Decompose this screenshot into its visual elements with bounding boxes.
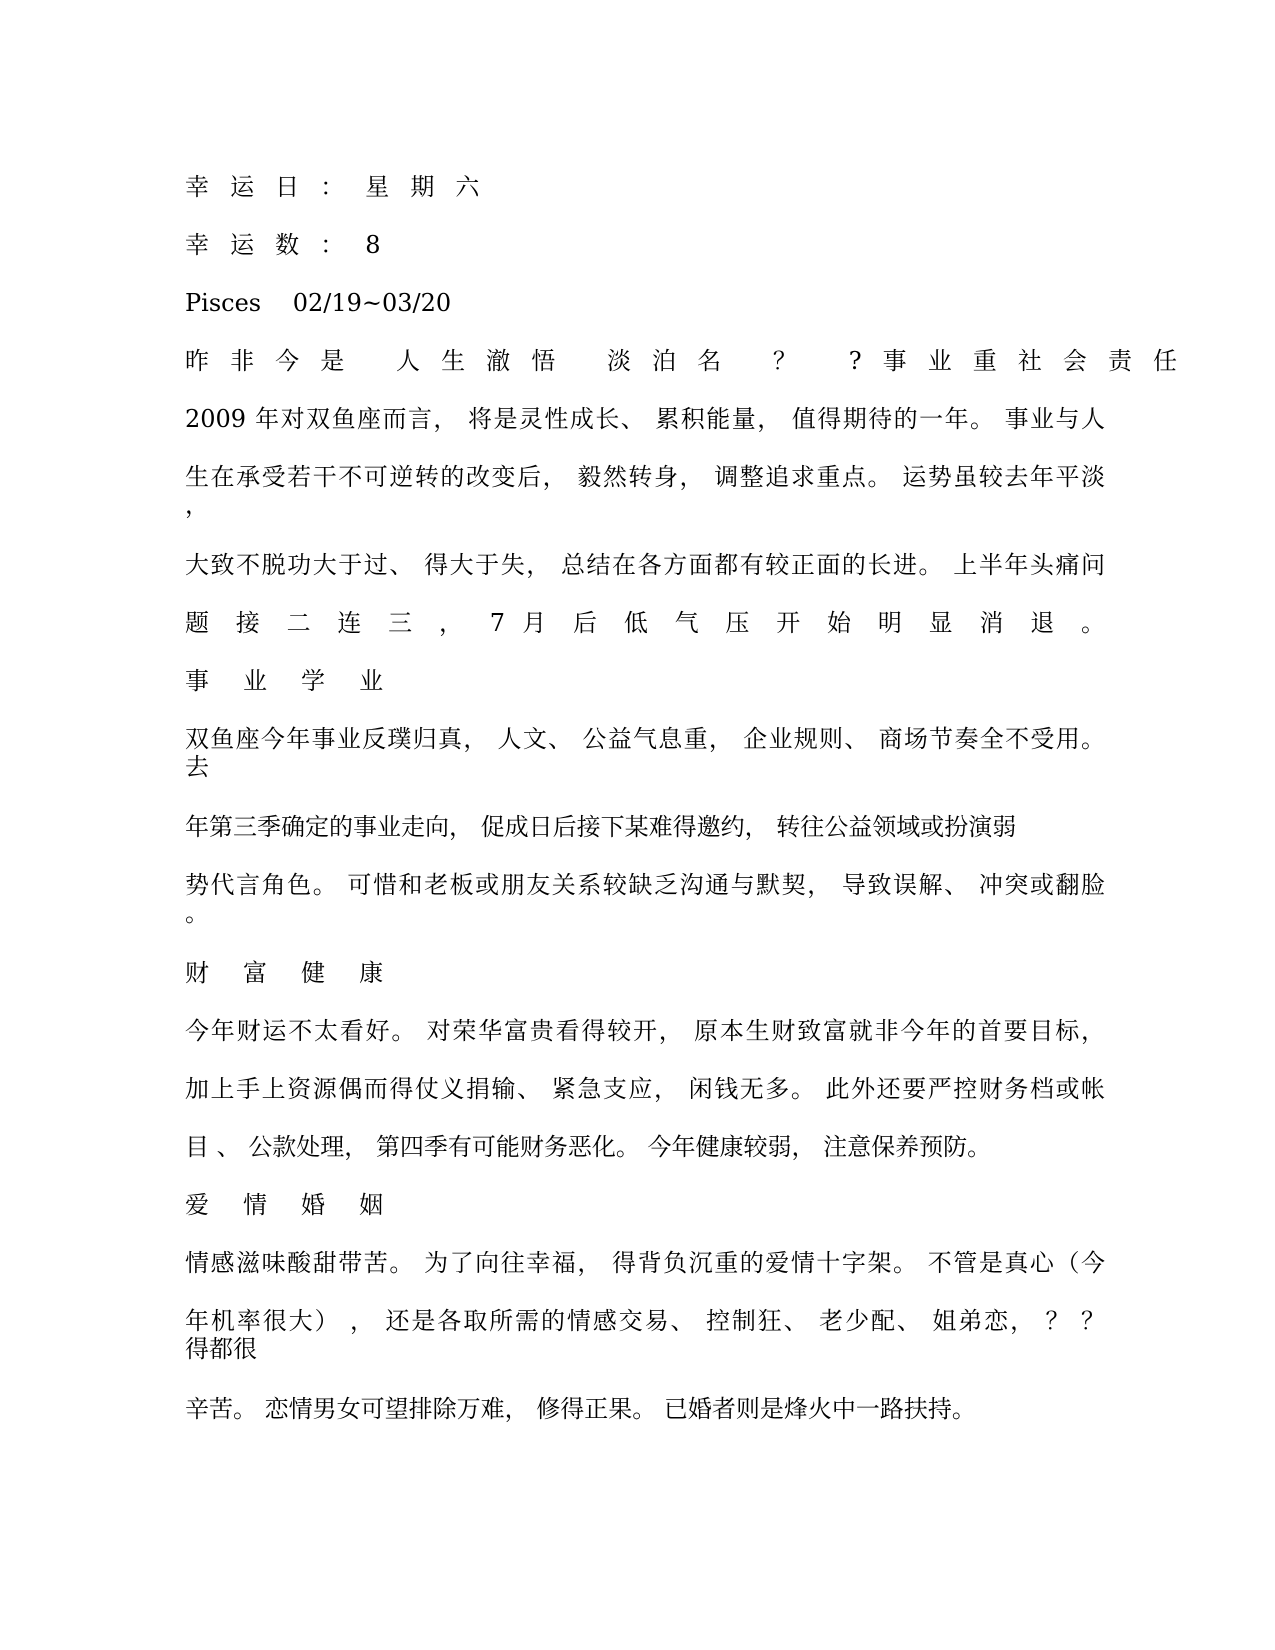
headline: 昨 非 今 是 人 生 澈 悟 淡 泊 名 ？ ? 事 业 重 社 会 责 任 bbox=[185, 347, 1184, 375]
career-line-2: 年第三季确定的事业走向， 促成日后接下某难得邀约， 转往公益领域或扮演弱 bbox=[185, 813, 1017, 841]
intro-line-1: 2009 年对双鱼座而言， 将是灵性成长、 累积能量， 值得期待的一年。 事业与人 bbox=[185, 405, 1105, 433]
wealth-line-1: 今年财运不太看好。 对荣华富贵看得较开， 原本生财致富就非今年的首要目标， bbox=[185, 1017, 1105, 1045]
section-heading-love: 爱 情 婚 姻 bbox=[185, 1191, 397, 1219]
intro-line-2-overflow: ， bbox=[185, 491, 209, 519]
intro-line-2: 生在承受若干不可逆转的改变后， 毅然转身， 调整追求重点。 运势虽较去年平淡 bbox=[185, 463, 1105, 491]
love-line-3: 辛苦。 恋情男女可望排除万难， 修得正果。 已婚者则是烽火中一路扶持。 bbox=[185, 1395, 976, 1423]
sign-date-line: Pisces 02/19~03/20 bbox=[185, 289, 452, 317]
career-line-3: 势代言角色。 可惜和老板或朋友关系较缺乏沟通与默契， 导致误解、 冲突或翻脸 bbox=[185, 871, 1105, 899]
wealth-line-2: 加上手上资源偶而得仗义捐输、 紧急支应， 闲钱无多。 此外还要严控财务档或帐 bbox=[185, 1075, 1105, 1103]
lucky-day-line: 幸 运 日 ： 星 期 六 bbox=[185, 173, 487, 201]
intro-line-4: 题 接 二 连 三 ， 7 月 后 低 气 压 开 始 明 显 消 退 。 bbox=[185, 609, 1105, 637]
wealth-line-3: 目 、 公款处理， 第四季有可能财务恶化。 今年健康较弱， 注意保养预防。 bbox=[185, 1133, 992, 1161]
love-line-2: 年机率很大） ， 还是各取所需的情感交易、 控制狂、 老少配、 姐弟恋， ？ ？ bbox=[185, 1307, 1105, 1335]
love-line-2-overflow: 得都很 bbox=[185, 1335, 257, 1363]
career-line-3-overflow: 。 bbox=[185, 899, 209, 927]
career-line-1: 双鱼座今年事业反璞归真， 人文、 公益气息重， 企业规则、 商场节奏全不受用。 bbox=[185, 725, 1105, 753]
lucky-number-line: 幸 运 数 ： 8 bbox=[185, 231, 388, 259]
career-line-1-overflow: 去 bbox=[185, 753, 209, 781]
section-heading-career: 事 业 学 业 bbox=[185, 667, 397, 695]
love-line-1: 情感滋味酸甜带苦。 为了向往幸福， 得背负沉重的爱情十字架。 不管是真心（今 bbox=[185, 1249, 1105, 1277]
intro-line-3: 大致不脱功大于过、 得大于失， 总结在各方面都有较正面的长进。 上半年头痛问 bbox=[185, 551, 1105, 579]
section-heading-wealth: 财 富 健 康 bbox=[185, 959, 397, 987]
